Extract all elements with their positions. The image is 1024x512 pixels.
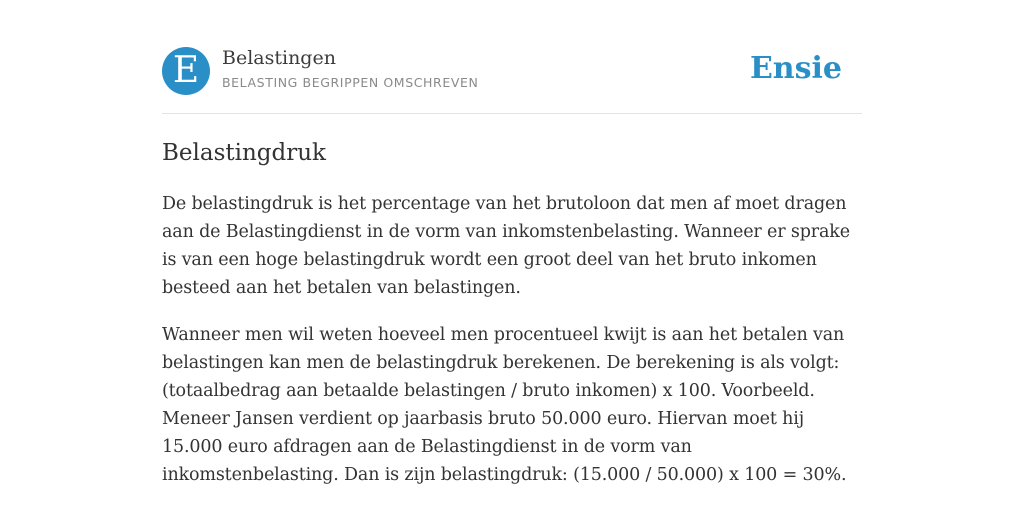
site-subtitle: BELASTING BEGRIPPEN OMSCHREVEN	[222, 75, 479, 90]
site-title[interactable]: Belastingen	[222, 47, 336, 69]
logo-letter: E	[172, 50, 200, 91]
brand-logo[interactable]: Ensie	[749, 51, 842, 86]
article-paragraph: De belastingdruk is het percentage van het brutoloon dat men af moet dragen aan de Belastingdienst in de vorm van inkomstenbelasting. Wanneer er sprake is van een hoge belastingdruk wordt een groot deel van het bruto inkomen besteed aan het betalen van belastingen.	[162, 194, 850, 298]
site-logo-icon[interactable]	[162, 47, 210, 95]
article-title: Belastingdruk	[162, 140, 326, 166]
article	[162, 138, 862, 489]
article-paragraph: Wanneer men wil weten hoeveel men procentueel kwijt is aan het betalen van belastingen kan men de belastingdruk berekenen. De berekening is als volgt: (totaalbedrag aan betaalde belastingen / bruto inkomen) x 100. Voorbeeld. Meneer Jansen verdient op jaarbasis bruto 50.000 euro. Hiervan moet hij 15.000 euro afdragen aan de Belastingdienst in de vorm van inkomstenbelasting. Dan is zijn belastingdruk: (15.000 / 50.000) x 100 = 30%.	[162, 325, 847, 485]
site-header	[162, 0, 862, 114]
